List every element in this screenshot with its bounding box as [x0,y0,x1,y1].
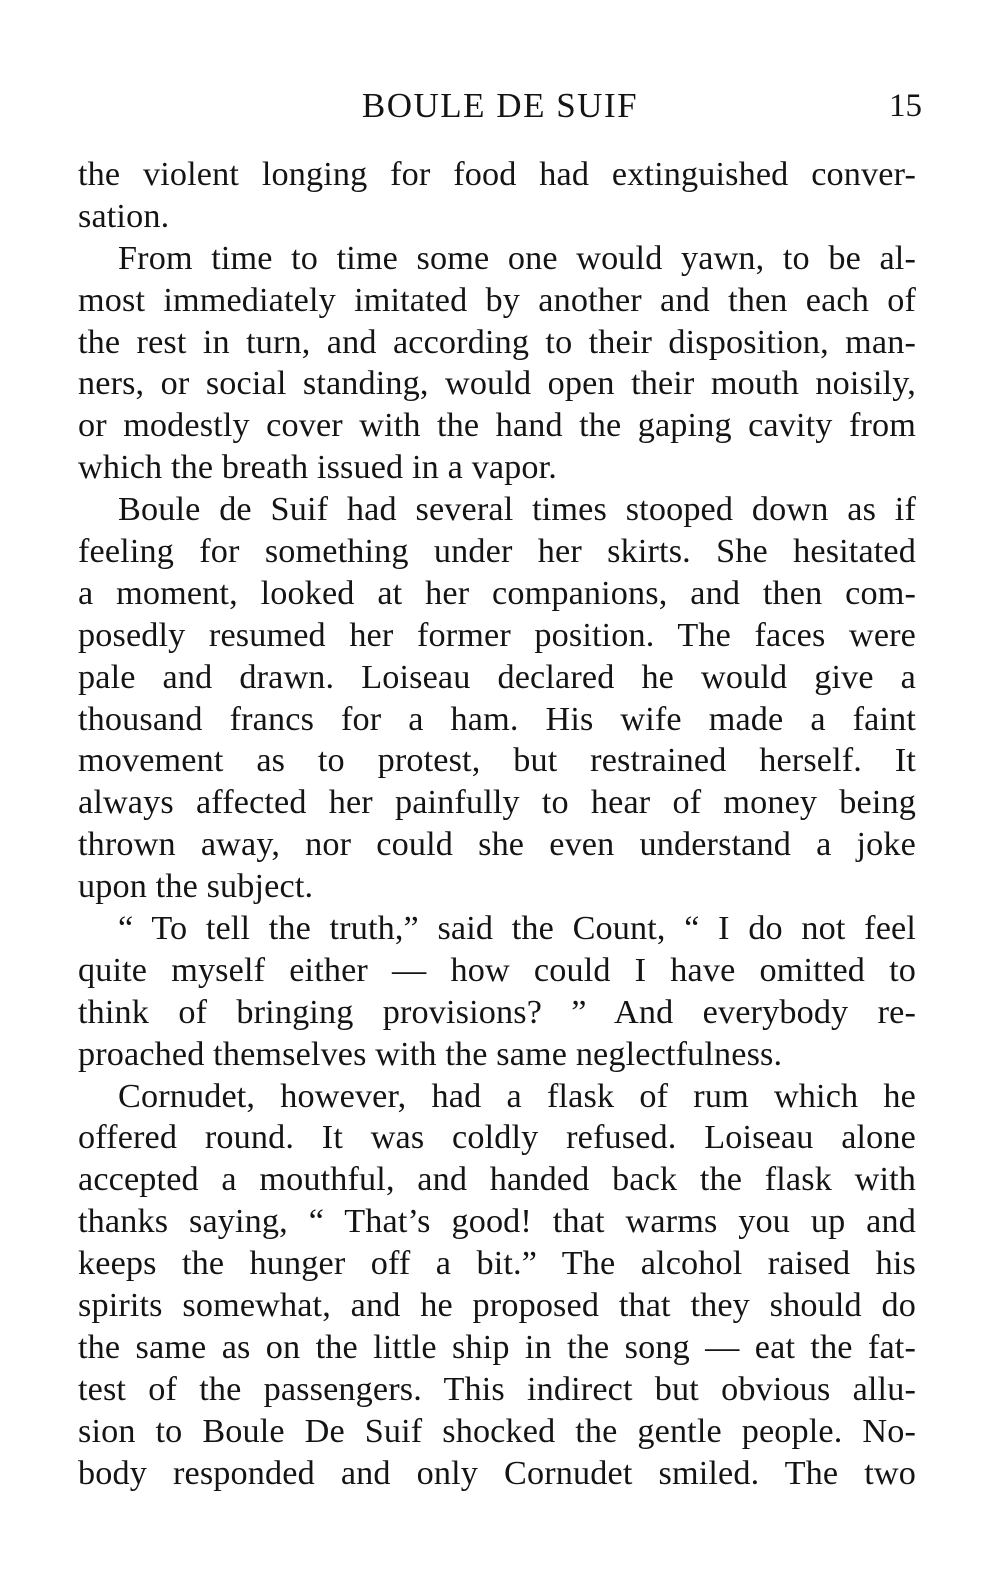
text-line: sion to Boule De Suif shocked the gentle people. No- [78,1412,916,1450]
text-line: movement as to protest, but restrained herself. It [78,742,916,780]
text-line: most immediately imitated by another and then each of [78,281,916,319]
text-line: thousand francs for a ham. His wife made a faint [78,700,916,738]
text-line: Cornudet, however, had a flask of rum which he [118,1077,916,1115]
text-line: the same as on the little ship in the song — eat the fat- [78,1328,916,1366]
text-line: a moment, looked at her companions, and then com- [78,574,916,612]
paragraph [78,908,916,1076]
text-line: “ To tell the truth,” said the Count, “ I do not feel [118,910,916,948]
text-line: feeling for something under her skirts. She hesitated [78,533,916,571]
text-line: test of the passengers. This indirect but obvious allu- [78,1370,916,1408]
text-line: the violent longing for food had extinguished conver- [78,156,916,193]
text-line: think of bringing provisions? ” And everybody re- [78,993,916,1031]
text-line: Boule de Suif had several times stooped down as if [118,491,916,529]
text-line: body responded and only Cornudet smiled. The two [78,1454,916,1492]
text-line: or modestly cover with the hand the gaping cavity from [78,407,916,445]
text-line: spirits somewhat, and he proposed that they should do [78,1287,916,1325]
text-line: thrown away, nor could she even understand a joke [78,826,916,864]
text-line: the rest in turn, and according to their disposition, man- [78,323,916,361]
text-line: accepted a mouthful, and handed back the flask with [78,1161,916,1199]
body-text [78,154,916,1495]
text-line: offered round. It was coldly refused. Loiseau alone [78,1119,916,1157]
text-line: posedly resumed her former position. The faces were [78,616,916,654]
text-line: upon the subject. [78,868,314,906]
page-number: 15 [889,88,922,124]
paragraph [78,489,916,908]
text-line: sation. [78,197,170,235]
paragraph [78,238,916,489]
text-line: quite myself either — how could I have omitted to [78,951,916,989]
text-line: always affected her painfully to hear of money being [78,784,916,822]
text-line: which the breath issued in a vapor. [78,449,557,487]
text-line: From time to time some one would yawn, to be al- [118,239,916,277]
paragraph [78,1076,916,1495]
text-line: thanks saying, “ That’s good! that warms you up and [78,1203,916,1241]
running-head [0,82,1000,130]
text-line: pale and drawn. Loiseau declared he would give a [78,658,916,696]
text-line: ners, or social standing, would open their mouth noisily, [78,365,916,403]
paragraph [78,154,916,238]
text-line: keeps the hunger off a bit.” The alcohol raised his [78,1245,916,1283]
text-line: proached themselves with the same neglectfulness. [78,1035,783,1073]
running-title: BOULE DE SUIF [361,86,639,125]
